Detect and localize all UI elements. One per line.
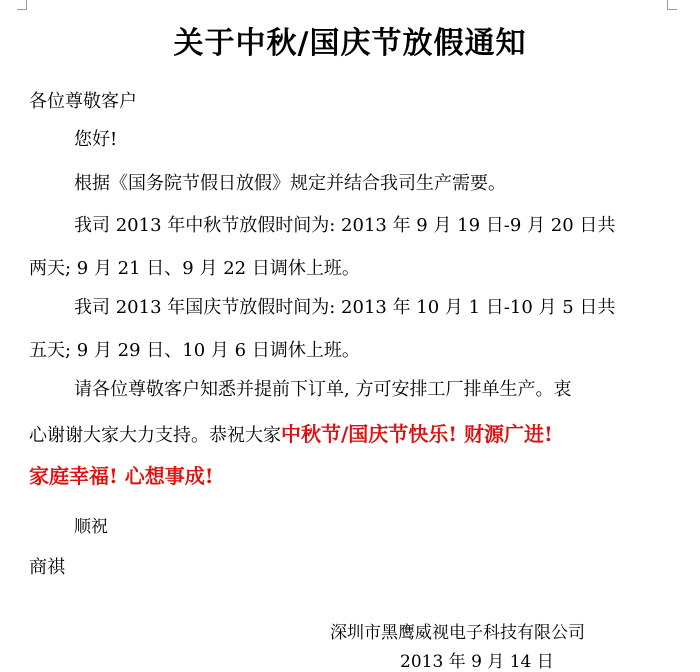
closing-phrase: 顺祝 xyxy=(74,517,108,537)
paragraph-regulation: 根据《国务院节假日放假》规定并结合我司生产需要。 xyxy=(74,173,506,194)
document-title: 关于中秋/国庆节放假通知 xyxy=(173,26,527,61)
page-corner-mark-right xyxy=(667,0,677,10)
paragraph-national-day-line-2: 五天; 9 月 29 日、10 月 6 日调休上班。 xyxy=(29,340,360,361)
greeting: 您好! xyxy=(74,129,118,150)
notice-thanks-text: 心谢谢大家大力支持。恭祝大家 xyxy=(29,425,281,446)
paragraph-notice-line-2 xyxy=(29,418,553,447)
paragraph-mid-autumn-line-1: 我司 2013 年中秋节放假时间为: 2013 年 9 月 19 日-9 月 20 日共 xyxy=(74,215,616,236)
holiday-wishes-text: 中秋节/国庆节快乐! 财源广进! xyxy=(281,422,553,446)
paragraph-mid-autumn-line-2: 两天; 9 月 21 日、9 月 22 日调休上班。 xyxy=(29,258,360,279)
document-date: 2013 年 9 月 14 日 xyxy=(400,652,554,672)
company-name: 深圳市黑鹰威视电子科技有限公司 xyxy=(330,623,585,643)
paragraph-notice-line-1: 请各位尊敬客户知悉并提前下订单, 方可安排工厂排单生产。衷 xyxy=(74,379,572,400)
holiday-wishes-line-2: 家庭幸福! 心想事成! xyxy=(29,464,214,488)
closing-sign-off: 商祺 xyxy=(29,557,65,578)
paragraph-national-day-line-1: 我司 2013 年国庆节放假时间为: 2013 年 10 月 1 日-10 月 5 日共 xyxy=(74,297,616,318)
salutation: 各位尊敬客户 xyxy=(29,91,137,112)
page-corner-mark-left xyxy=(17,0,27,10)
